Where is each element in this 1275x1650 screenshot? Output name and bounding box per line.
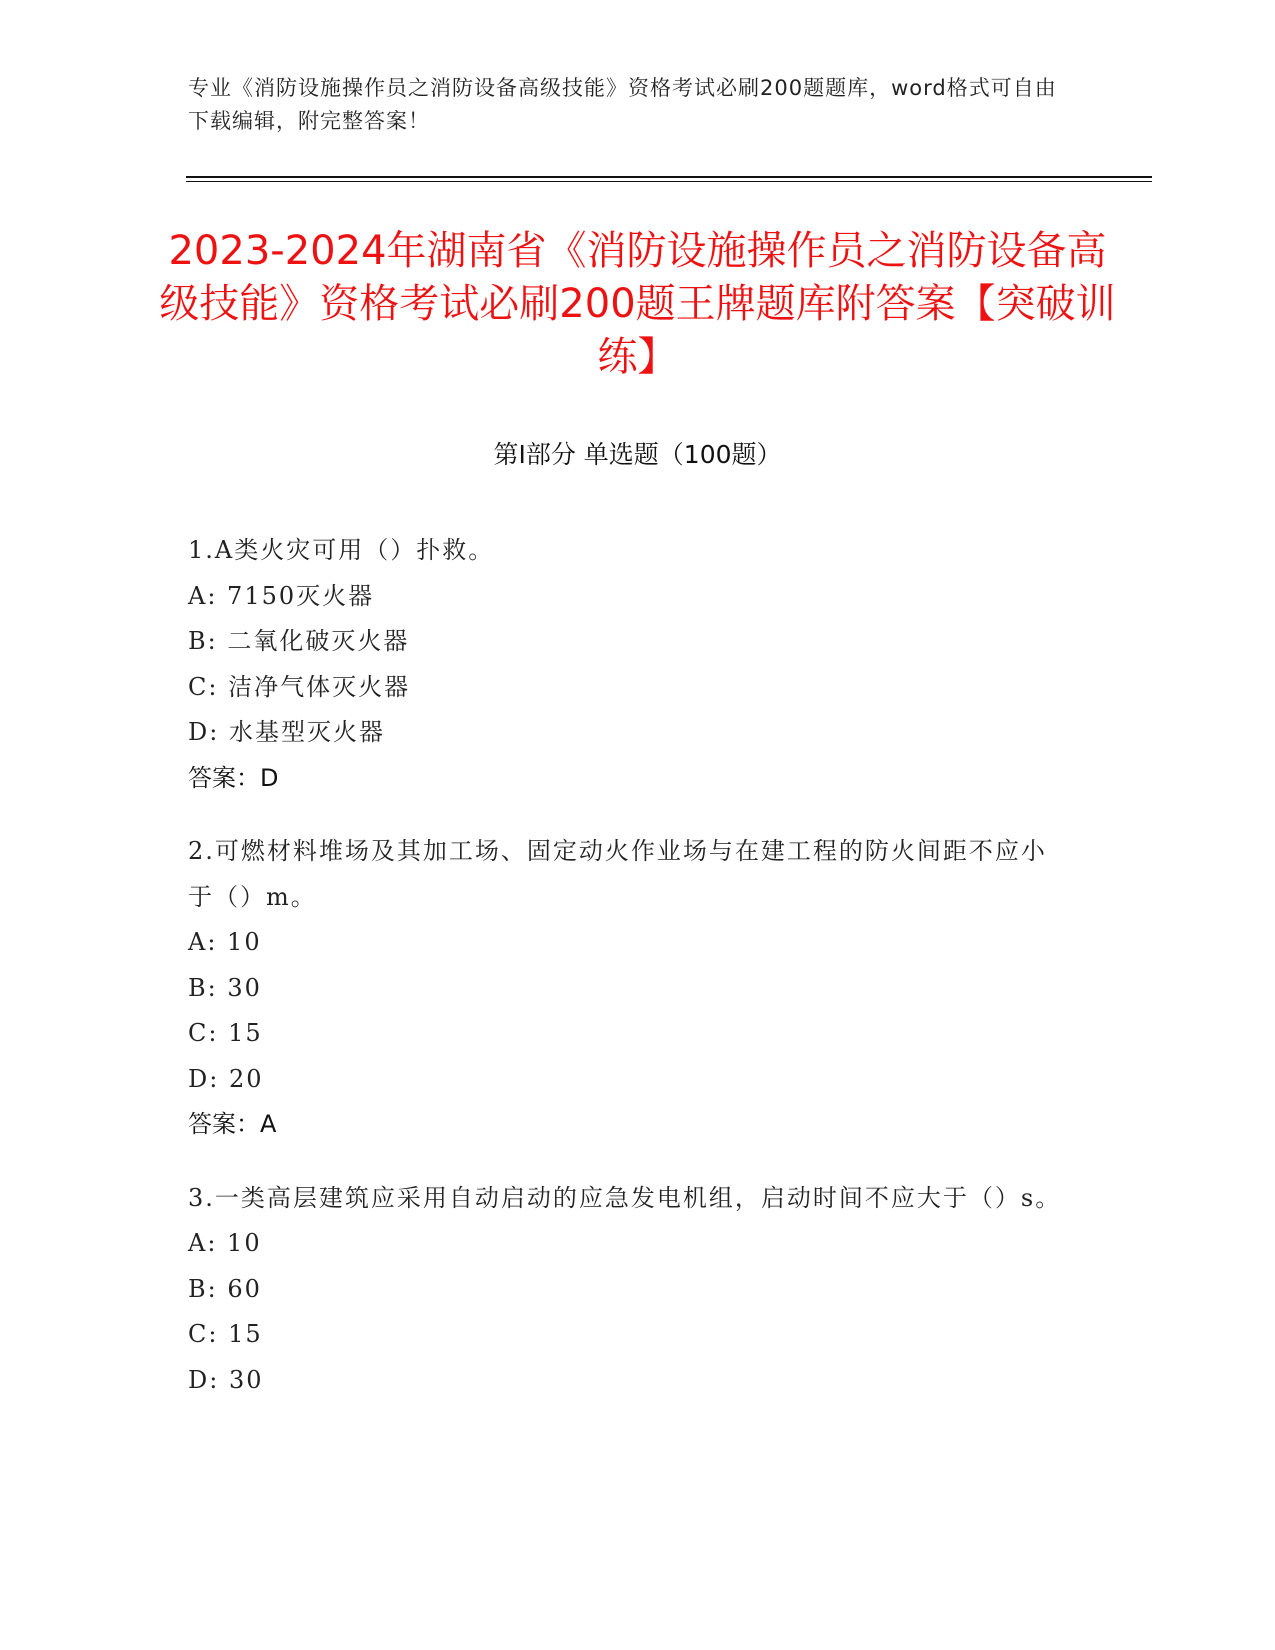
question-1 — [188, 528, 1068, 801]
header-text: 专业《消防设施操作员之消防设备高级技能》资格考试必刷200题题库，word格式可自由下载编辑，附完整答案！ — [188, 76, 1057, 133]
option-a: A: 10 — [188, 928, 262, 956]
question-text: 3.一类高层建筑应采用自动启动的应急发电机组，启动时间不应大于（）s。 — [188, 1183, 1062, 1212]
question-2 — [188, 829, 1068, 1148]
option-c: C: 15 — [188, 1320, 263, 1348]
section-title: 第Ⅰ部分 单选题（100题） — [493, 440, 782, 469]
question-3 — [188, 1176, 1068, 1404]
answer: 答案：D — [188, 763, 279, 792]
header-divider-thin — [186, 181, 1152, 182]
option-c: C: 洁净气体灭火器 — [188, 672, 411, 701]
question-text: 1.A类火灾可用（）扑救。 — [188, 536, 495, 564]
header-divider-thick — [186, 176, 1152, 178]
option-a: A: 7150灭火器 — [188, 581, 375, 610]
option-c: C: 15 — [188, 1019, 263, 1047]
answer: 答案：A — [188, 1110, 277, 1138]
option-b: B: 二氧化破灭火器 — [188, 627, 410, 655]
option-d: D: 水基型灭火器 — [188, 718, 385, 746]
document-title: 2023-2024年湖南省《消防设施操作员之消防设备高级技能》资格考试必刷200题王牌题库附答案【突破训练】 — [159, 228, 1116, 380]
option-a: A: 10 — [188, 1229, 262, 1257]
option-b: B: 60 — [188, 1274, 262, 1303]
option-d: D: 20 — [188, 1064, 264, 1093]
option-d: D: 30 — [188, 1365, 264, 1394]
question-text: 2.可燃材料堆场及其加工场、固定动火作业场与在建工程的防火间距不应小于（）m。 — [188, 837, 1047, 911]
option-b: B: 30 — [188, 973, 262, 1002]
question-list — [188, 528, 1068, 1431]
